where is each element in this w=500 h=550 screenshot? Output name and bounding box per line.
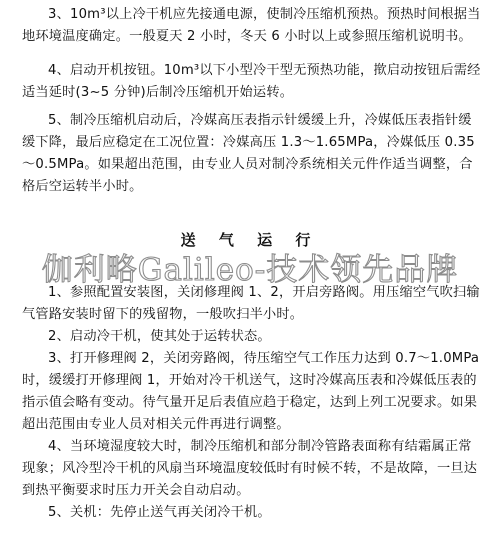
paragraph-run-4: 4、当环境湿度较大时，制冷压缩机和部分制冷管路表面称有结霜属正常现象；风冷型冷干机的风扇当环境温度较低时有时候不转，不是故障，一旦达到热平衡要求时压力开关会自动启动。 [22,439,478,498]
watermark-text: 伽利略Galileo-技术领先品牌 [41,252,459,288]
section-title: 送 气 运 行 [180,231,320,249]
paragraph-run-2: 2、启动冷干机，使其处于运转状态。 [48,329,271,344]
paragraph-run-5: 5、关机：先停止送气再关闭冷干机。 [48,505,271,520]
paragraph-step-4: 4、启动开机按钮。10m³以下小型冷干型无预热功能，揿启动按钮后需经适当延时(3~5 分钟)后制冷压缩机开始运转。 [22,63,481,100]
paragraph-run-3: 3、打开修理阀 2，关闭旁路阀，待压缩空气工作压力达到 0.7～1.0MPa 时，缓缓打开修理阀 1，开始对冷干机送气，这时冷媒高压表和冷媒低压表的指示值会略有变动。待气量开足后表值应趋于稳定，达到上列工况要求。如果超出范围由专业人员对相关元件再进行调整。 [22,351,480,432]
paragraph-run-1: 1、参照配置安装图，关闭修理阀 1、2，开启旁路阀。用压缩空气吹扫输气管路安装时留下的残留物，一般吹扫半小时。 [22,285,480,322]
paragraph-step-5: 5、制冷压缩机启动后，冷媒高压表指示针缓缓上升，冷媒低压表指针缓缓下降，最后应稳定在工况位置：冷媒高压 1.3～1.65MPa，冷媒低压 0.35～0.5MPa。如果超出范围，由专业人员对制冷系统相关元件作适当调整，合格后空运转半小时。 [22,113,475,194]
paragraph-step-3: 3、10m³以上冷干机应先接通电源，使制冷压缩机预热。预热时间根据当地环境温度确定。一般夏天 2 小时，冬天 6 小时以上或参照压缩机说明书。 [22,7,481,44]
